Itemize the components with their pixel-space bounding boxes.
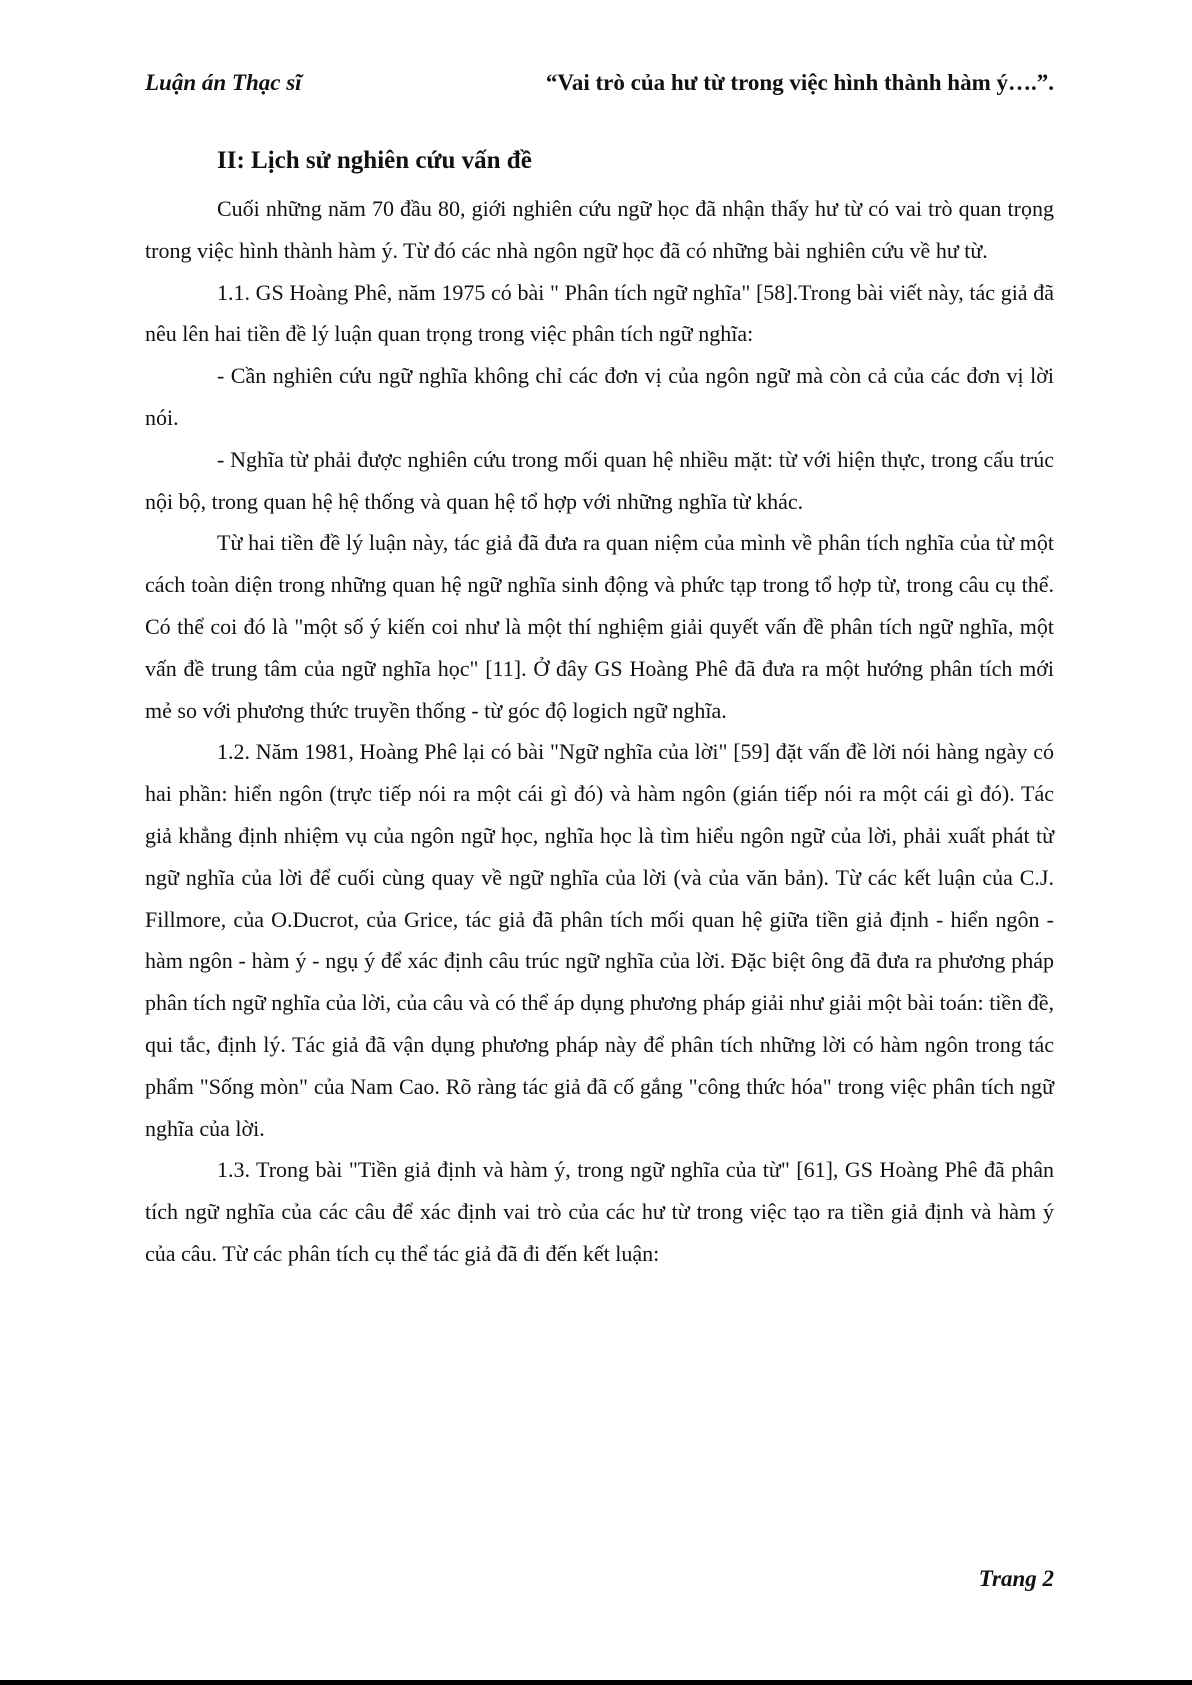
- paragraph: 1.1. GS Hoàng Phê, năm 1975 có bài " Phân tích ngữ nghĩa" [58].Trong bài viết này, tác giả đã nêu lên hai tiền đề lý luận quan trọng trong việc phân tích ngữ nghĩa:: [145, 279, 1054, 347]
- paragraph: - Cần nghiên cứu ngữ nghĩa không chỉ các đơn vị của ngôn ngữ mà còn cả của các đơn vị lời nói.: [145, 363, 1054, 430]
- page-bottom-border: [0, 1680, 1192, 1685]
- page-body: [145, 140, 1054, 1275]
- paragraph: - Nghĩa từ phải được nghiên cứu trong mối quan hệ nhiều mặt: từ với hiện thực, trong cấu trúc nội bộ, trong quan hệ hệ thống và quan hệ tổ hợp với những nghĩa từ khác.: [145, 446, 1054, 514]
- header-thesis-type: Luận án Thạc sĩ: [145, 70, 302, 95]
- page-number: Trang 2: [978, 1566, 1054, 1591]
- paragraph: Từ hai tiền đề lý luận này, tác giả đã đưa ra quan niệm của mình về phân tích nghĩa của từ một cách toàn diện trong những quan hệ ngữ nghĩa sinh động và phức tạp trong tổ hợp từ, trong câu cụ thể. Có thể coi đó là "một số ý kiến coi như là một thí nghiệm giải quyết vấn đề phân tích ngữ nghĩa, một vấn đề trung tâm của ngữ nghĩa học" [11]. Ở đây GS Hoàng Phê đã đưa ra một hướng phân tích mới mẻ so với phương thức truyền thống - từ góc độ logich ngữ nghĩa.: [145, 530, 1054, 723]
- running-header: [145, 70, 1054, 96]
- paragraph: 1.3. Trong bài "Tiền giả định và hàm ý, trong ngữ nghĩa của từ" [61], GS Hoàng Phê đã phân tích ngữ nghĩa của các câu để xác định vai trò của các hư từ trong việc tạo ra tiền giả định và hàm ý của câu. Từ các phân tích cụ thể tác giả đã đi đến kết luận:: [145, 1157, 1054, 1266]
- section-title: II: Lịch sử nghiên cứu vấn đề: [217, 147, 532, 174]
- header-thesis-title: “Vai trò của hư từ trong việc hình thành hàm ý….”.: [545, 70, 1054, 95]
- paragraph: Cuối những năm 70 đầu 80, giới nghiên cứu ngữ học đã nhận thấy hư từ có vai trò quan trọng trong việc hình thành hàm ý. Từ đó các nhà ngôn ngữ học đã có những bài nghiên cứu về hư từ.: [145, 196, 1054, 263]
- paragraph: 1.2. Năm 1981, Hoàng Phê lại có bài "Ngữ nghĩa của lời" [59] đặt vấn đề lời nói hàng ngày có hai phần: hiển ngôn (trực tiếp nói ra một cái gì đó) và hàm ngôn (gián tiếp nói ra một cái gì đó). Tác giả khẳng định nhiệm vụ của ngôn ngữ học, nghĩa học là tìm hiểu ngôn ngữ của lời, phải xuất phát từ ngữ nghĩa của lời để cuối cùng quay về ngữ nghĩa của lời (và của văn bản). Từ các kết luận của C.J. Fillmore, của O.Ducrot, của Grice, tác giả đã phân tích mối quan hệ giữa tiền giả định - hiển ngôn - hàm ngôn - hàm ý - ngụ ý để xác định câu trúc ngữ nghĩa của lời. Đặc biệt ông đã đưa ra phương pháp phân tích ngữ nghĩa của lời, của câu và có thể áp dụng phương pháp giải như giải một bài toán: tiền đề, qui tắc, định lý. Tác giả đã vận dụng phương pháp này để phân tích những lời có hàm ngôn trong tác phẩm "Sống mòn" của Nam Cao. Rõ ràng tác giả đã cố gắng "công thức hóa" trong việc phân tích ngữ nghĩa của lời.: [145, 739, 1054, 1141]
